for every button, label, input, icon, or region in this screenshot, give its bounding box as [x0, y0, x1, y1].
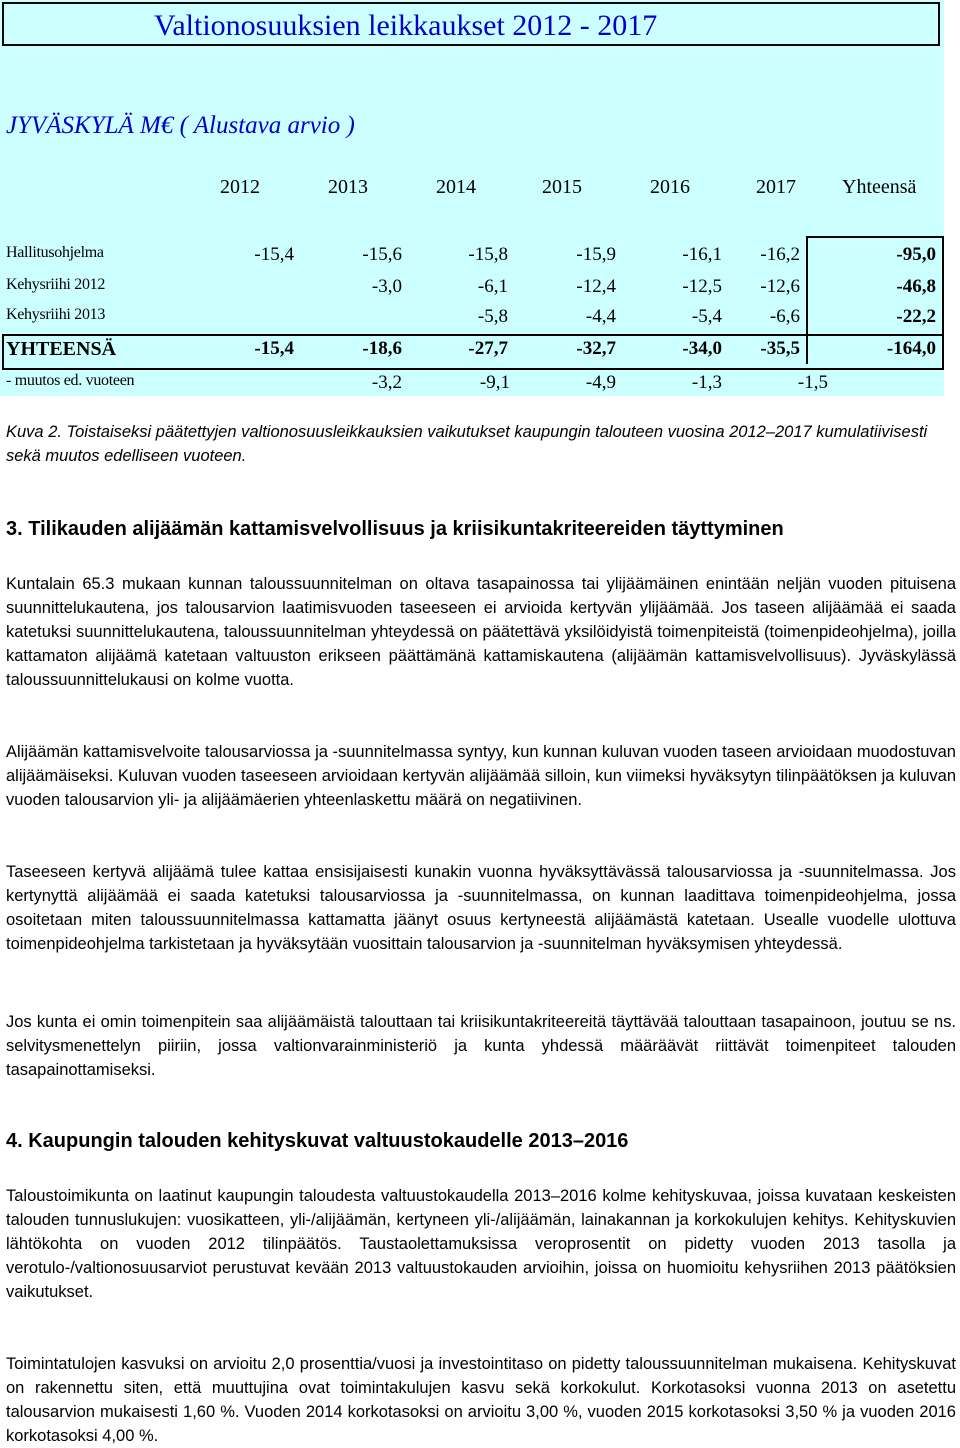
- table-cell: -15,4: [254, 244, 294, 265]
- row-label-kehysriihi-2012: Kehysriihi 2012: [6, 276, 106, 293]
- table-cell: -34,0: [682, 338, 722, 359]
- table-cell: -12,5: [682, 276, 722, 297]
- table-cell: -6,1: [477, 276, 508, 297]
- table-cell: -5,4: [691, 306, 722, 327]
- table-total-cell: -95,0: [896, 244, 936, 265]
- table-cell: -15,8: [468, 244, 508, 265]
- table-cell: -4,4: [585, 306, 616, 327]
- table-cell: -16,2: [760, 244, 800, 265]
- table-cell: -18,6: [362, 338, 402, 359]
- section-4-paragraph: Toimintatulojen kasvuksi on arvioitu 2,0 prosenttia/vuosi ja investointitaso on pidetty taloussuunnitelman mukaisena. Kehityskuvat on rakennettu siten, että muuttujina ovat toimintakulujen kasvu sekä korkokulut. Korkotasoksi vuonna 2013 on asetettu talousarvion mukaisesti 1,60 %. Vuoden 2014 korkotasoksi on arvioitu 3,00 %, vuoden 2015 korkotasoksi 3,50 % ja vuoden 2016 korkotasoksi 4,00 %.: [6, 1355, 956, 1445]
- table-cell: -5,8: [477, 306, 508, 327]
- section-4-heading: 4. Kaupungin talouden kehityskuvat valtuustokaudelle 2013–2016: [6, 1130, 629, 1152]
- section-3-heading: 3. Tilikauden alijäämän kattamisvelvollisuus ja kriisikuntakriteereiden täyttyminen: [6, 518, 784, 540]
- header-2012: 2012: [220, 176, 260, 198]
- table-cell: -4,9: [585, 372, 616, 393]
- table-cell: -35,5: [760, 338, 800, 359]
- table-cell: -3,2: [371, 372, 402, 393]
- table-total-cell: -46,8: [896, 276, 936, 297]
- header-2016: 2016: [650, 176, 690, 198]
- table-total-cell: -22,2: [896, 306, 936, 327]
- header-2013: 2013: [328, 176, 368, 198]
- header-2014: 2014: [436, 176, 476, 198]
- cut-table-panel: [0, 0, 944, 396]
- section-3-paragraph: Kuntalain 65.3 mukaan kunnan taloussuunnitelman on oltava tasapainossa tai ylijäämäinen enintään neljän vuoden pituisena suunnittelukautena, jos talousarvion laatimisvuoden taseeseen ei arvioida kertyvän ylijäämää. Jos taseen alijäämää ei saada katetuksi suunnittelukautena, taloussuunnitelman yhteydessä on päätettävä yksilöidyistä toimenpiteistä (toimenpideohjelma), joilla kattamaton alijäämä katetaan valtuuston erikseen päättämänä kattamiskautena (alijäämän kattamisvelvollisuus). Jyväskylässä taloussuunnittelukausi on kolme vuotta.: [6, 575, 956, 689]
- table-cell: -12,6: [760, 276, 800, 297]
- header-2015: 2015: [542, 176, 582, 198]
- header-2017: 2017: [756, 176, 796, 198]
- row-label-hallitusohjelma: Hallitusohjelma: [6, 244, 104, 261]
- row-label-change: - muutos ed. vuoteen: [6, 372, 135, 389]
- figure-caption: Kuva 2. Toistaiseksi päätettyjen valtionosuusleikkauksien vaikutukset kaupungin talouteen vuosina 2012–2017 kumulatiivisesti sekä muutos edelliseen vuoteen.: [6, 423, 928, 465]
- section-3-paragraph: Jos kunta ei omin toimenpitein saa alijäämäistä talouttaan tai kriisikuntakriteereitä täyttävää talouttaan tasapainoon, joutuu se ns. selvitysmenettelyn piiriin, jossa valtionvarainministeriö ja kunta yhdessä määräävät riittävät toimenpiteet talouden tasapainottamiseksi.: [6, 1013, 956, 1079]
- table-cell: -6,6: [769, 306, 800, 327]
- table-title: Valtionosuuksien leikkaukset 2012 - 2017: [2, 2, 940, 46]
- table-cell: -15,4: [254, 338, 294, 359]
- section-4-paragraph: Taloustoimikunta on laatinut kaupungin taloudesta valtuustokaudella 2013–2016 kolme kehityskuvaa, joissa kuvataan keskeisten talouden tunnuslukujen: vuosikatteen, yli-/alijäämän, kertyneen yli-/alijäämän, lainakannan ja korkokulujen kehitys. Kehityskuvien lähtökohta on vuoden 2012 tilinpäätös. Taustaolettamuksissa veroprosentit on pidetty vuoden 2013 tasolla ja verotulo-/valtionosuusarviot perustuvat kevään 2013 valtuustokauden arvioihin, joissa on huomioitu kehysriihen 2013 päätöksien vaikutukset.: [6, 1187, 956, 1301]
- row-label-yhteensa: YHTEENSÄ: [6, 338, 117, 360]
- row-label-kehysriihi-2013: Kehysriihi 2013: [6, 306, 106, 323]
- table-cell: -1,3: [691, 372, 722, 393]
- table-cell: -9,1: [479, 372, 510, 393]
- table-cell: -3,0: [371, 276, 402, 297]
- header-total: Yhteensä: [842, 176, 917, 198]
- table-cell: -15,9: [576, 244, 616, 265]
- section-3-paragraph: Alijäämän kattamisvelvoite talousarviossa ja -suunnitelmassa syntyy, kun kunnan kuluvan vuoden taseen arvioidaan muodostuvan alijäämäiseksi. Kuluvan vuoden taseeseen arvioidaan kertyvän alijäämää silloin, kun viimeksi hyväksytyn tilinpäätöksen ja kuluvan vuoden talousarvion yli- ja alijäämäerien yhteenlaskettu määrä on negatiivinen.: [6, 743, 956, 809]
- table-total-cell: -164,0: [886, 338, 936, 359]
- table-subtitle: JYVÄSKYLÄ M€ ( Alustava arvio ): [6, 112, 355, 139]
- table-cell: -1,5: [797, 372, 828, 393]
- table-cell: -27,7: [468, 338, 508, 359]
- section-3-paragraph: Taseeseen kertyvä alijäämä tulee kattaa ensisijaisesti kunakin vuonna hyväksyttävässä talousarviossa ja -suunnitelmassa. Jos kertynyttä alijäämää ei saada katetuksi talousarviossa ja -suunnitelmassa, on kunnan laadittava toimenpideohjelma, jossa osoitetaan miten taloussuunnitelmassa kattamatta jäänyt osuus kertyneestä alijäämästä katetaan. Usealle vuodelle ulottuva toimenpideohjelma tarkistetaan ja hyväksytään vuosittain talousarvion ja -suunnitelman hyväksymisen yhteydessä.: [6, 863, 956, 953]
- table-cell: -15,6: [362, 244, 402, 265]
- table-cell: -12,4: [576, 276, 616, 297]
- table-cell: -32,7: [576, 338, 616, 359]
- table-cell: -16,1: [682, 244, 722, 265]
